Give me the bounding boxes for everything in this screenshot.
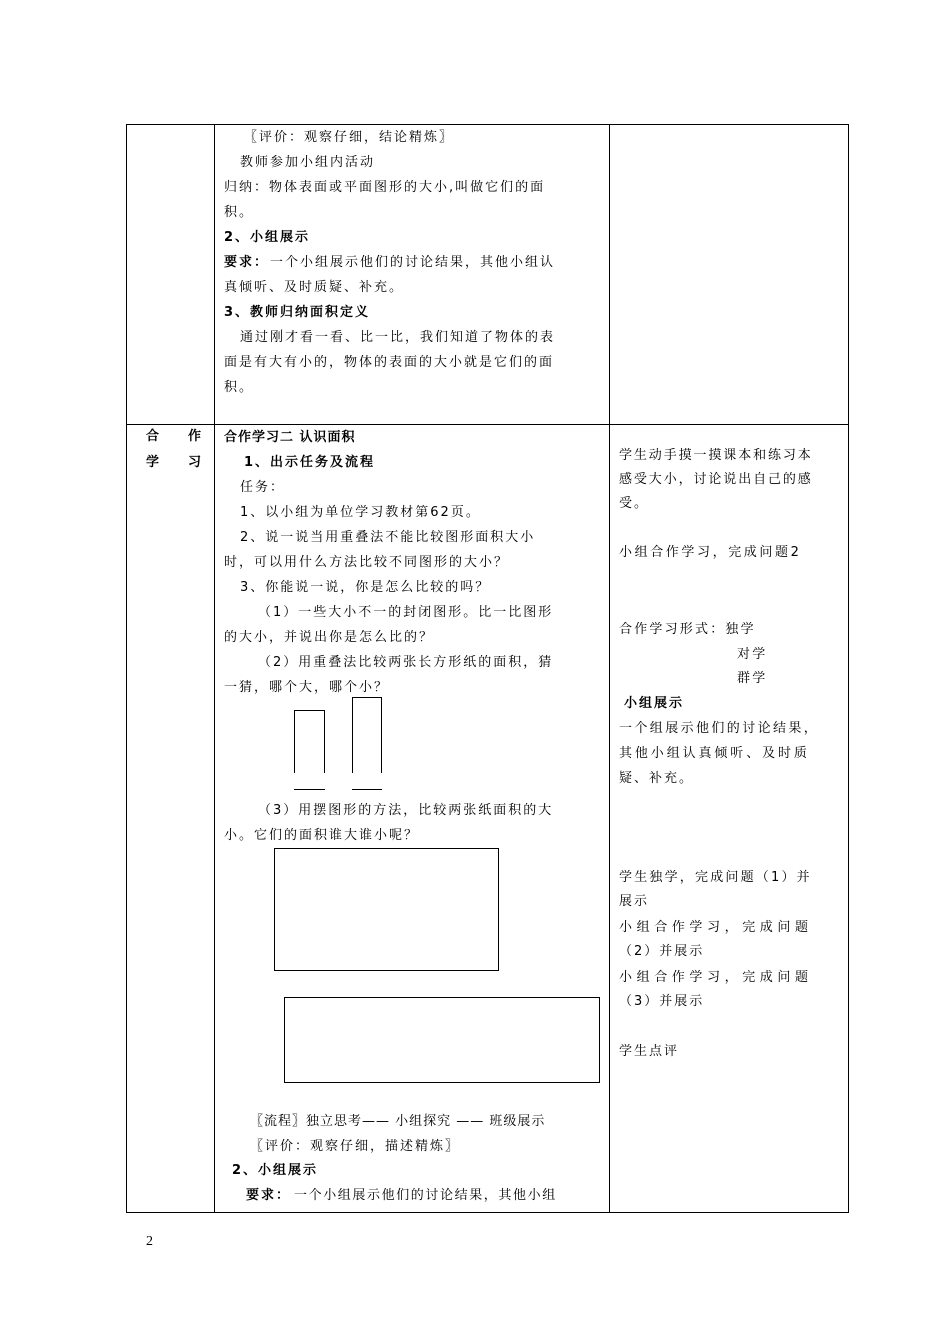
task-item-2a: 2、说一说当用重叠法不能比较图形面积大小 xyxy=(240,530,536,545)
student-activity-line2: 感受大小，讨论说出自己的感 xyxy=(619,472,813,487)
task-heading: 1、出示任务及流程 xyxy=(244,455,376,470)
summary-line2: 积。 xyxy=(224,205,255,220)
independent-study-line2: 展示 xyxy=(619,894,650,909)
group-show-right-line2: 其他小组认真倾听、及时质 xyxy=(619,746,810,761)
question-3a: （3）用摆图形的方法，比较两张纸面积的大 xyxy=(258,803,554,818)
requirement-text-2: 真倾听、及时质疑、补充。 xyxy=(224,280,405,295)
group-study-q3-line2: （3）并展示 xyxy=(619,994,705,1009)
group-show-heading-2: 2、小组展示 xyxy=(232,1163,319,1178)
column-divider-1 xyxy=(214,125,215,1212)
group-study-q2: 小组合作学习，完成问题2 xyxy=(619,545,802,560)
evaluation-text-2: 〖评价：观察仔细，描述精炼〗 xyxy=(250,1139,461,1154)
group-show-right-line1: 一个组展示他们的讨论结果， xyxy=(619,721,820,736)
teacher-activity: 教师参加小组内活动 xyxy=(240,155,376,170)
question-2b: 一猜，哪个大，哪个小？ xyxy=(224,680,390,695)
task-label: 任务： xyxy=(240,480,286,495)
definition-line1: 通过刚才看一看、比一比，我们知道了物体的表 xyxy=(240,330,556,345)
group-study-q3-line1: 小组合作学习，完成问题 xyxy=(619,970,813,985)
process-flow: 〖流程〗独立思考—— 小组探究 —— 班级展示 xyxy=(250,1114,546,1129)
question-3b: 小。它们的面积谁大谁小呢？ xyxy=(224,828,420,843)
requirement-label: 要求： xyxy=(224,255,270,270)
evaluation-text: 〖评价：观察仔细，结论精炼〗 xyxy=(244,130,455,145)
group-study-q2-line2: （2）并展示 xyxy=(619,944,705,959)
study-form-pair: 对学 xyxy=(737,647,768,662)
question-1a: （1）一些大小不一的封闭图形。比一比图形 xyxy=(258,605,554,620)
study-form-group: 群学 xyxy=(737,671,768,686)
section-title: 合作学习二 认识面积 xyxy=(224,430,356,445)
question-1b: 的大小，并说出你是怎么比的？ xyxy=(224,630,435,645)
requirement-text-3: 一个小组展示他们的讨论结果，其他小组 xyxy=(294,1188,557,1203)
question-2a: （2）用重叠法比较两张长方形纸的面积，猜 xyxy=(258,655,554,670)
strip-1-baseline xyxy=(294,789,325,790)
page-number: 2 xyxy=(146,1234,153,1249)
paper-strip-1 xyxy=(294,710,325,773)
study-form-label: 合作学习形式：独学 xyxy=(619,622,756,637)
group-show-heading: 2、小组展示 xyxy=(224,230,311,245)
paper-strip-2 xyxy=(352,697,382,773)
task-item-1: 1、以小组为单位学习教材第62页。 xyxy=(240,505,481,520)
student-activity-line3: 受。 xyxy=(619,496,650,511)
task-item-2b: 时，可以用什么方法比较不同图形的大小？ xyxy=(224,555,510,570)
definition-line3: 积。 xyxy=(224,380,255,395)
row-label-line2: 学 习 xyxy=(146,455,203,470)
column-divider-2 xyxy=(609,125,610,1212)
task-item-3: 3、你能说一说，你是怎么比较的吗？ xyxy=(240,580,491,595)
paper-rectangle-1 xyxy=(274,848,499,971)
independent-study-line1: 学生独学，完成问题（1）并 xyxy=(619,870,812,885)
student-activity-line1: 学生动手摸一摸课本和练习本 xyxy=(619,448,813,463)
strip-2-baseline xyxy=(352,789,382,790)
group-study-q2-line1: 小组合作学习，完成问题 xyxy=(619,920,813,935)
group-show-right-heading: 小组展示 xyxy=(624,696,685,711)
summary-line1: 归纳：物体表面或平面图形的大小,叫做它们的面 xyxy=(224,180,546,195)
definition-line2: 面是有大有小的，物体的表面的大小就是它们的面 xyxy=(224,355,555,370)
student-review: 学生点评 xyxy=(619,1044,680,1059)
requirement-label-2: 要求： xyxy=(246,1188,292,1203)
group-show-right-line3: 疑、补充。 xyxy=(619,771,695,786)
paper-rectangle-2 xyxy=(284,997,600,1083)
definition-heading: 3、教师归纳面积定义 xyxy=(224,305,371,320)
row-divider xyxy=(127,424,848,425)
requirement-text: 一个小组展示他们的讨论结果，其他小组认 xyxy=(270,255,556,270)
row-label-line1: 合 作 xyxy=(146,429,203,444)
